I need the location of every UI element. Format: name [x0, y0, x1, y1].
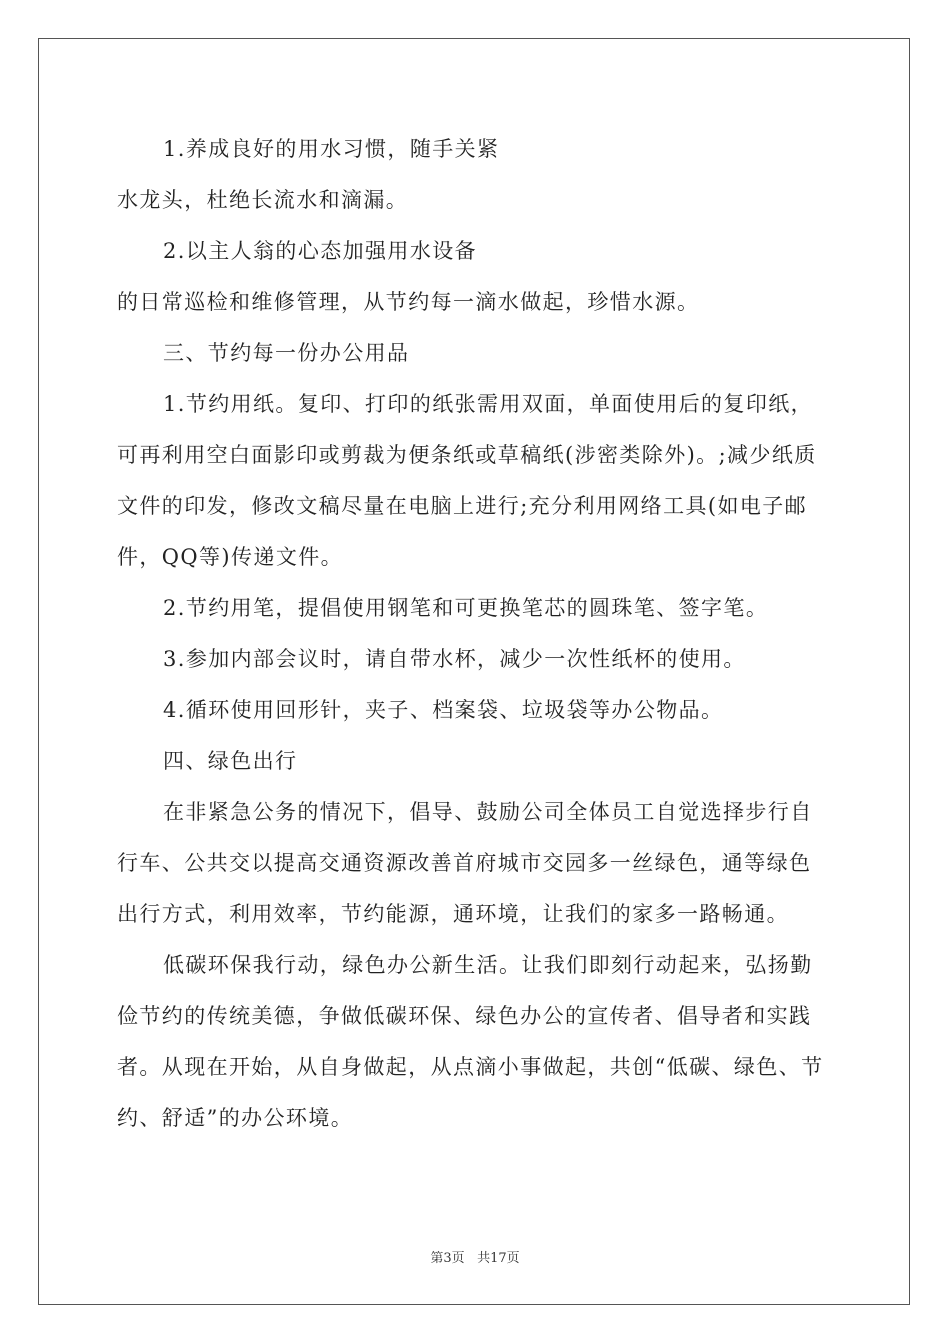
paragraph-3: 2.以主人翁的心态加强用水设备: [163, 239, 478, 263]
page-total: 共17页: [477, 1251, 520, 1266]
paragraph-4: 的日常巡检和维修管理，从节约每一滴水做起，珍惜水源。: [117, 290, 700, 314]
paragraph-11: 在非紧急公务的情况下，倡导、鼓励公司全体员工自觉选择步行自行车、公共交以提高交通资源改善首府城市交园多一丝绿色，通等绿色出行方式，利用效率，节约能源，通环境，让我们的家多一路畅通。: [117, 800, 813, 926]
section-heading-4: 四、绿色出行: [163, 749, 298, 773]
document-body: [117, 124, 833, 1144]
page-number: 第3页: [430, 1251, 465, 1266]
paragraph-12: 低碳环保我行动，绿色办公新生活。让我们即刻行动起来，弘扬勤俭节约的传统美德，争做低碳环保、绿色办公的宣传者、倡导者和实践者。从现在开始，从自身做起，从点滴小事做起，共创“低碳、绿色、节约、舒适”的办公环境。: [117, 953, 824, 1130]
paragraph-6: 1.节约用纸。复印、打印的纸张需用双面，单面使用后的复印纸，可再利用空白面影印或剪裁为便条纸或草稿纸(涉密类除外)。;减少纸质文件的印发，修改文稿尽量在电脑上进行;充分利用网络工具(如电子邮件，QQ等)传递文件。: [117, 392, 817, 569]
paragraph-7: 2.节约用笔，提倡使用钢笔和可更换笔芯的圆珠笔、签字笔。: [163, 596, 769, 620]
paragraph-2: 水龙头，杜绝长流水和滴漏。: [117, 188, 409, 212]
section-heading-3: 三、节约每一份办公用品: [163, 341, 410, 365]
paragraph-9: 4.循环使用回形针，夹子、档案袋、垃圾袋等办公物品。: [163, 698, 724, 722]
page-footer: [0, 1247, 950, 1266]
paragraph-1: 1.养成良好的用水习惯，随手关紧: [163, 137, 500, 161]
paragraph-8: 3.参加内部会议时，请自带水杯，减少一次性纸杯的使用。: [163, 647, 746, 671]
